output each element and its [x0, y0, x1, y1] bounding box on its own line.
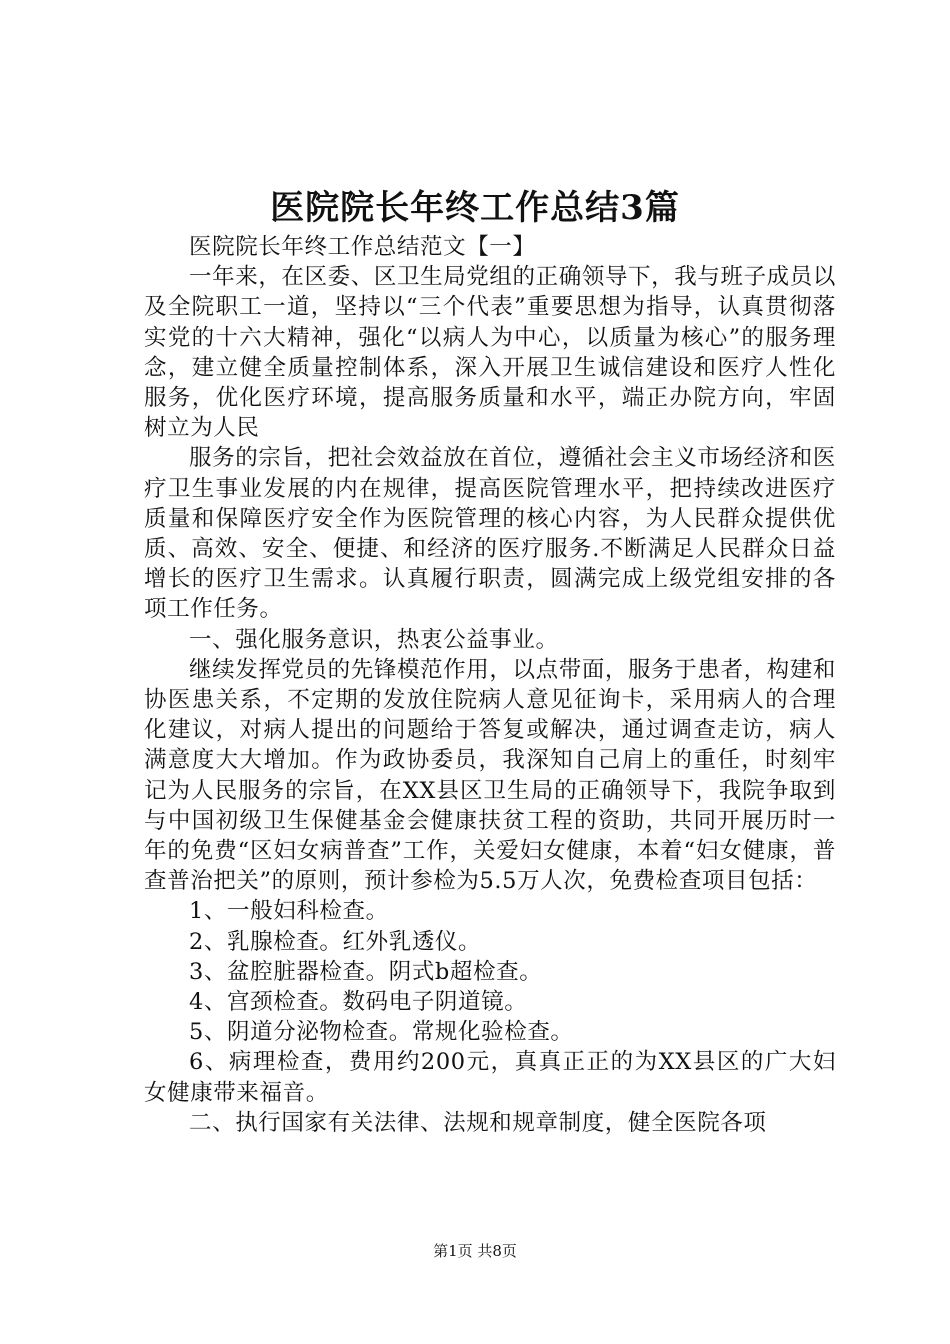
- list-item: 5、阴道分泌物检查。常规化验检查。: [189, 1019, 574, 1046]
- list-item: 2、乳腺检查。红外乳透仪。: [189, 928, 482, 955]
- document-body: [144, 232, 836, 1138]
- paragraph-public-welfare: 继续发挥党员的先锋模范作用，以点带面，服务于患者，构建和协医患关系，不定期的发放住院病人意见征询卡，采用病人的合理化建议，对病人提出的问题给于答复或解决，通过调查走访，病人满意度大大增加。作为政协委员，我深知自己肩上的重任，时刻牢记为人民服务的宗旨，在XX县区卫生局的正确领导下，我院争取到与中国初级卫生保健基金会健康扶贫工程的资助，共同开展历时一年的免费“区妇女病普查”工作，关爱妇女健康，本着“妇女健康，普查普治把关”的原则，预计参检为5.5万人次，免费检查项目包括：: [144, 656, 836, 895]
- paragraph-intro: 一年来，在区委、区卫生局党组的正确领导下，我与班子成员以及全院职工一道，坚持以“三个代表”重要思想为指导，认真贯彻落实党的十六大精神，强化“以病人为中心，以质量为核心”的服务理念，建立健全质量控制体系，深入开展卫生诚信建设和医疗人性化服务，优化医疗环境，提高服务质量和水平，端正办院方向，牢固树立为人民: [144, 264, 836, 442]
- paragraph-pathology: 6、病理检查，费用约200元，真真正正的为XX县区的广大妇女健康带来福音。: [144, 1049, 836, 1106]
- document-title: 医院院长年终工作总结3篇: [270, 188, 680, 228]
- list-item: 3、盆腔脏器检查。阴式b超检查。: [189, 958, 543, 985]
- section-heading-1: 一、强化服务意识，热衷公益事业。: [189, 626, 559, 653]
- paragraph-service-purpose: 服务的宗旨，把社会效益放在首位，遵循社会主义市场经济和医疗卫生事业发展的内在规律，提高医院管理水平，把持续改进医疗质量和保障医疗安全作为医院管理的核心内容，为人民群众提供优质、高效、安全、便捷、和经济的医疗服务.不断满足人民群众日益增长的医疗卫生需求。认真履行职责，圆满完成上级党组安排的各项工作任务。: [144, 445, 836, 623]
- section-heading-2: 二、执行国家有关法律、法规和规章制度，健全医院各项: [189, 1109, 767, 1136]
- section-subtitle: 医院院长年终工作总结范文【一】: [189, 234, 536, 260]
- list-item: 4、宫颈检查。数码电子阴道镜。: [189, 989, 528, 1016]
- list-item: 1、一般妇科检查。: [189, 898, 389, 925]
- page-footer: 第1页 共8页: [433, 1242, 517, 1260]
